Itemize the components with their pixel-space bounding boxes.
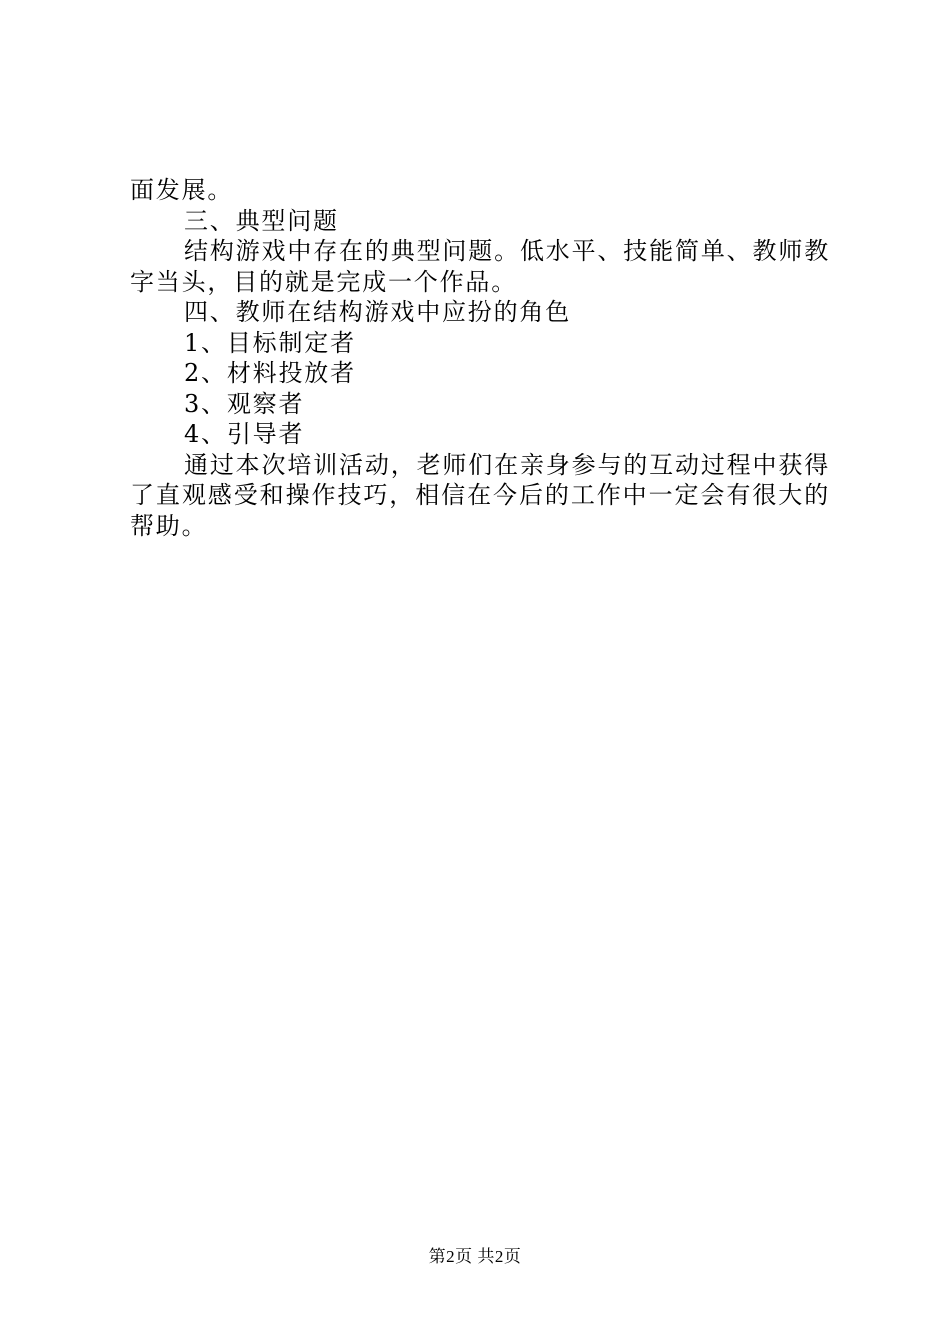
role-item-4: 4、引导者	[184, 420, 305, 448]
role-item-2: 2、材料投放者	[184, 359, 356, 387]
section-heading-3: 三、典型问题	[184, 206, 339, 235]
document-body	[130, 175, 830, 541]
section-heading-4: 四、教师在结构游戏中应扮的角色	[184, 298, 571, 326]
continuation-text: 面发展。	[130, 176, 234, 204]
page-number-footer: 第2页 共2页	[428, 1247, 522, 1266]
role-item-1: 1、目标制定者	[184, 328, 356, 357]
paragraph-conclusion: 通过本次培训活动，老师们在亲身参与的互动过程中获得了直观感受和操作技巧，相信在今后的工作中一定会有很大的帮助。	[130, 450, 830, 540]
paragraph-typical-problems: 结构游戏中存在的典型问题。低水平、技能简单、教师教字当头，目的就是完成一个作品。	[130, 237, 830, 296]
role-item-3: 3、观察者	[184, 389, 305, 418]
